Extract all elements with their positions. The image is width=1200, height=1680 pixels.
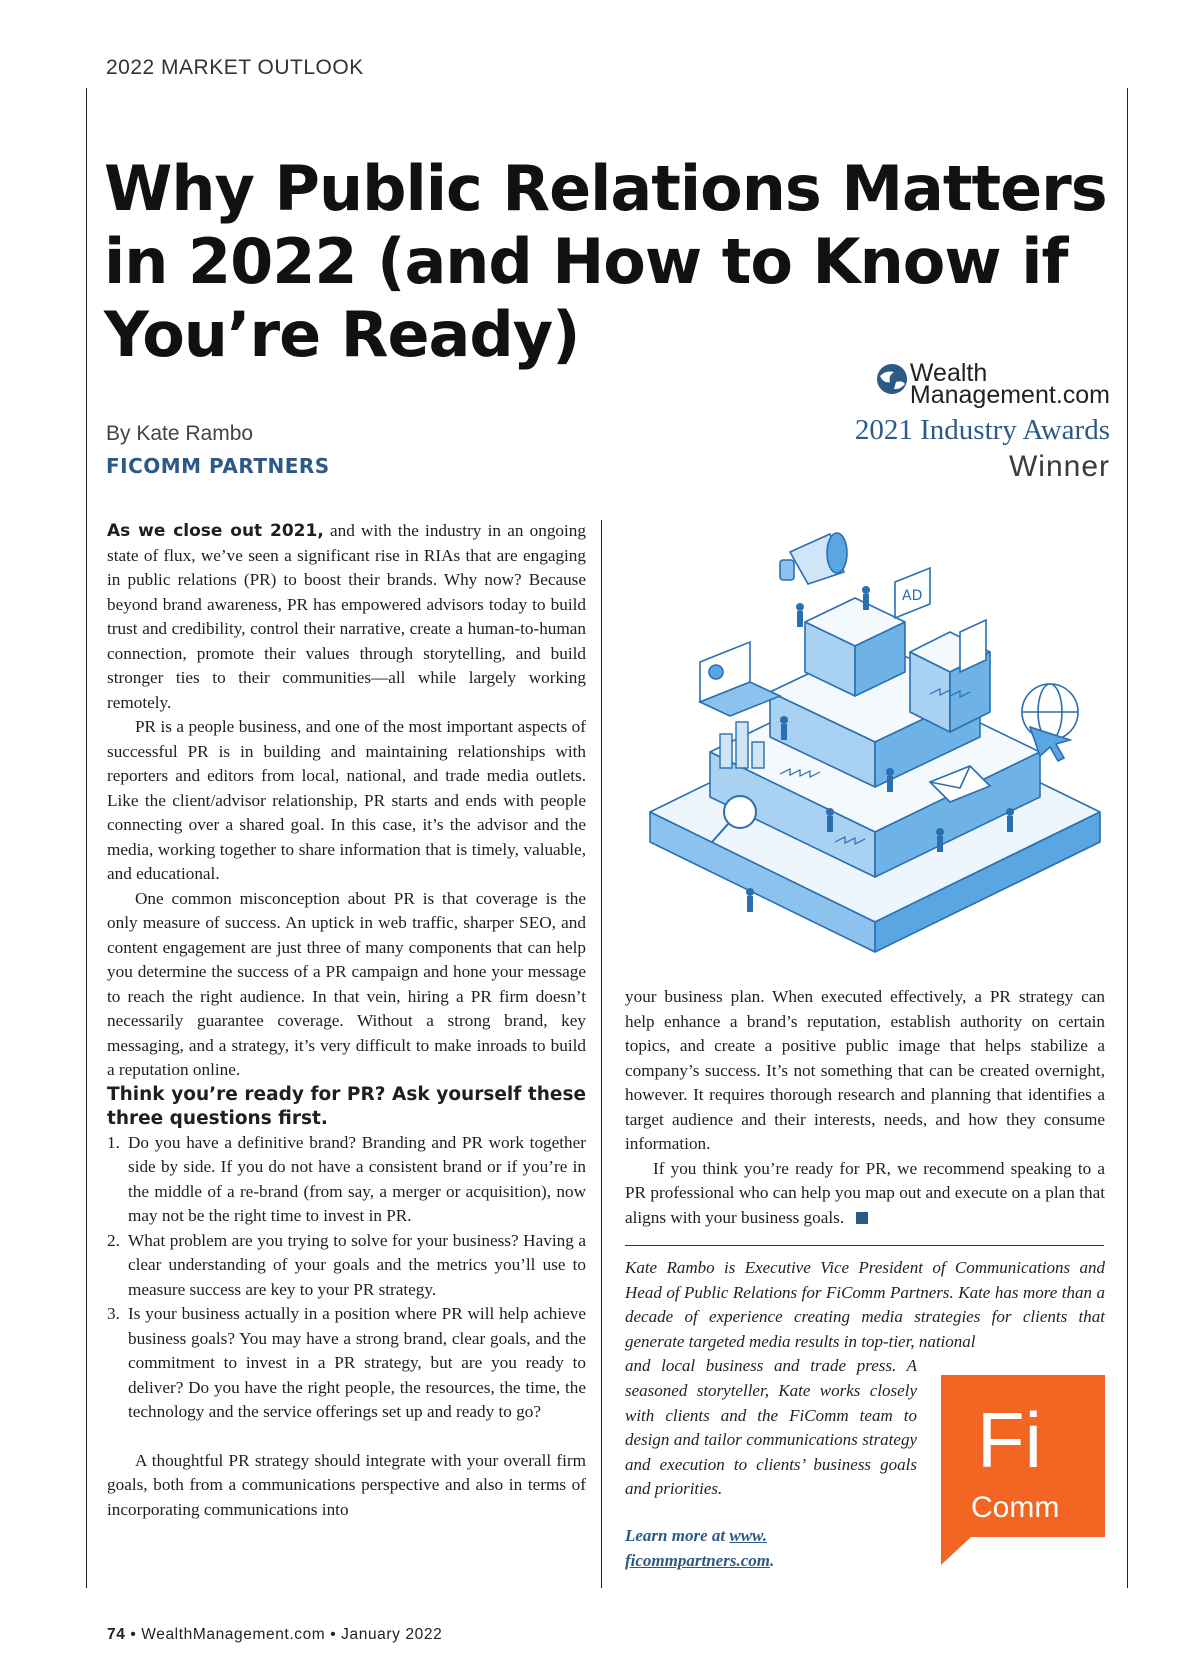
footer-date: January 2022 <box>341 1626 443 1643</box>
website-link-part-2[interactable]: ficommpartners.com <box>625 1550 770 1570</box>
ficomm-logo-line-2: Comm <box>971 1491 1060 1524</box>
section-subhead: Think you’re ready for PR? Ask yourself these three questions first. <box>107 1083 586 1129</box>
list-item-text: Do you have a definitive brand? Branding and PR work together side by side. If you do not have a consistent brand or if you’re in the middle of a re-brand (from say, a merger or acquisition), now may not be the right time to invest in PR. <box>128 1132 586 1225</box>
list-item-text: What problem are you trying to solve for your business? Having a clear understanding of your goals and the metrics you’ll use to measure success are key to your PR strategy. <box>128 1230 586 1299</box>
right-paragraph-1: your business plan. When executed effectively, a PR strategy can help enhance a brand’s reputation, establish authority on certain topics, and create a positive public image that helps stabilize a company’s success. It’s not something that can be created overnight, however. It requires thorough research and planning that identifies a target audience and their interests, needs, and how they consume information. <box>625 987 1105 1153</box>
page-number: 74 <box>107 1626 126 1643</box>
learn-more-suffix: . <box>769 1550 775 1570</box>
title-line-2: in 2022 (and How to Know if <box>104 225 1068 298</box>
learn-more-prefix: Learn more at <box>625 1526 730 1545</box>
wealthmanagement-logo <box>874 359 1110 409</box>
list-number: 2. <box>107 1230 120 1250</box>
section-kicker: 2022 MARKET OUTLOOK <box>106 56 364 79</box>
list-item <box>107 1302 586 1425</box>
end-of-article-mark <box>856 1212 868 1224</box>
award-name: 2021 Industry Awards <box>854 414 1110 446</box>
right-page-rule <box>1127 88 1128 1588</box>
paragraph-3: One common misconception about PR is that coverage is the only measure of success. An uptick in web traffic, sharper SEO, and content engagement are just three of many components that can help you determine the success of a PR campaign and hone your message to reach the right audience. In that vein, hiring a PR firm doesn’t necessarily guarantee coverage. Without a strong brand, key messaging, and a strategy, it’s very difficult to make inroads to build a reputation online. <box>107 888 586 1079</box>
bio-text-wrapped: and local business and trade press. A seasoned storyteller, Kate works closely with clients and the FiComm team to design and tailor communications strategy and execution to clients’ business goals and priorities. <box>625 1356 917 1499</box>
ficomm-logo-line-1: Fi <box>977 1396 1042 1484</box>
website-link-part-1[interactable]: www. <box>729 1526 767 1545</box>
list-item-text: Is your business actually in a position where PR will help achieve business goals? You may have a strong brand, clear goals, and the commitment to invest in a PR strategy, but are you ready to deliver? Do you have the right people, the resources, the time, the technology and the service offerings set up and ready to go? <box>128 1304 586 1421</box>
bio-separator <box>625 1245 1104 1246</box>
byline: By Kate Rambo <box>106 422 254 445</box>
footer-publication: WealthManagement.com <box>141 1626 326 1643</box>
globe-icon <box>874 362 910 396</box>
title-line-3: You’re Ready) <box>104 298 580 371</box>
ad-sign-label: AD <box>902 588 923 604</box>
right-column <box>625 985 1105 1230</box>
paragraph-4: A thoughtful PR strategy should integrate with your overall firm goals, both from a communications perspective and also in terms of incorporating communications into <box>107 1450 586 1519</box>
title-line-1: Why Public Relations Matters <box>104 152 1107 225</box>
award-status: Winner <box>1008 450 1110 483</box>
isometric-media-illustration <box>630 512 1120 972</box>
paragraph-2: PR is a people business, and one of the most important aspects of successful PR is in building and maintaining relationships with reporters and editors from local, national, and trade media outlets. Like the client/advisor relationship, PR starts and ends with people connecting over a shared goal. In this case, it’s the advisor and the media, working together to share information that is timely, valuable, and educational. <box>107 717 586 883</box>
paragraph-1-text: and with the industry in an ongoing state of flux, we’ve seen a significant rise in RIAs that are engaging in public relations (PR) to boost their brands. Why now? Because beyond brand awareness, PR has empowered advisors today to build trust and credibility, control their narrative, create a human-to-human connection, promote their values through storytelling, and build stronger ties to their communities—all while largely working remotely. <box>107 521 586 712</box>
column-divider <box>601 520 602 1588</box>
left-column <box>107 519 586 1522</box>
ficomm-logo <box>941 1375 1105 1565</box>
questions-list <box>107 1131 586 1425</box>
right-paragraph-2-text: If you think you’re ready for PR, we recommend speaking to a PR professional who can help you map out and execute on a plan that aligns with your business goals. <box>625 1158 1105 1227</box>
pr-illustration <box>630 512 1120 972</box>
bio-text-full: Kate Rambo is Executive Vice President of Communications and Head of Public Relations for FiComm Partners. Kate has more than a decade of experience creating media strategies for clients that generate targeted media results in top-tier, national <box>625 1258 1105 1351</box>
list-number: 3. <box>107 1304 120 1323</box>
page-footer: 74 • WealthManagement.com • January 2022 <box>107 1626 443 1643</box>
award-badge <box>840 359 1110 483</box>
list-number: 1. <box>107 1132 120 1152</box>
left-page-rule <box>86 88 87 1588</box>
logo-line-2: Management.com <box>909 381 1110 409</box>
lead-in: As we close out 2021, <box>107 521 324 541</box>
learn-more <box>625 1524 774 1573</box>
list-item <box>107 1229 586 1303</box>
article-title <box>104 152 1107 371</box>
paragraph-1 <box>107 519 586 715</box>
right-paragraph-2 <box>625 1157 1105 1231</box>
list-item <box>107 1131 586 1229</box>
logo-line-1: Wealth <box>909 359 988 387</box>
author-company: FICOMM PARTNERS <box>106 454 330 478</box>
